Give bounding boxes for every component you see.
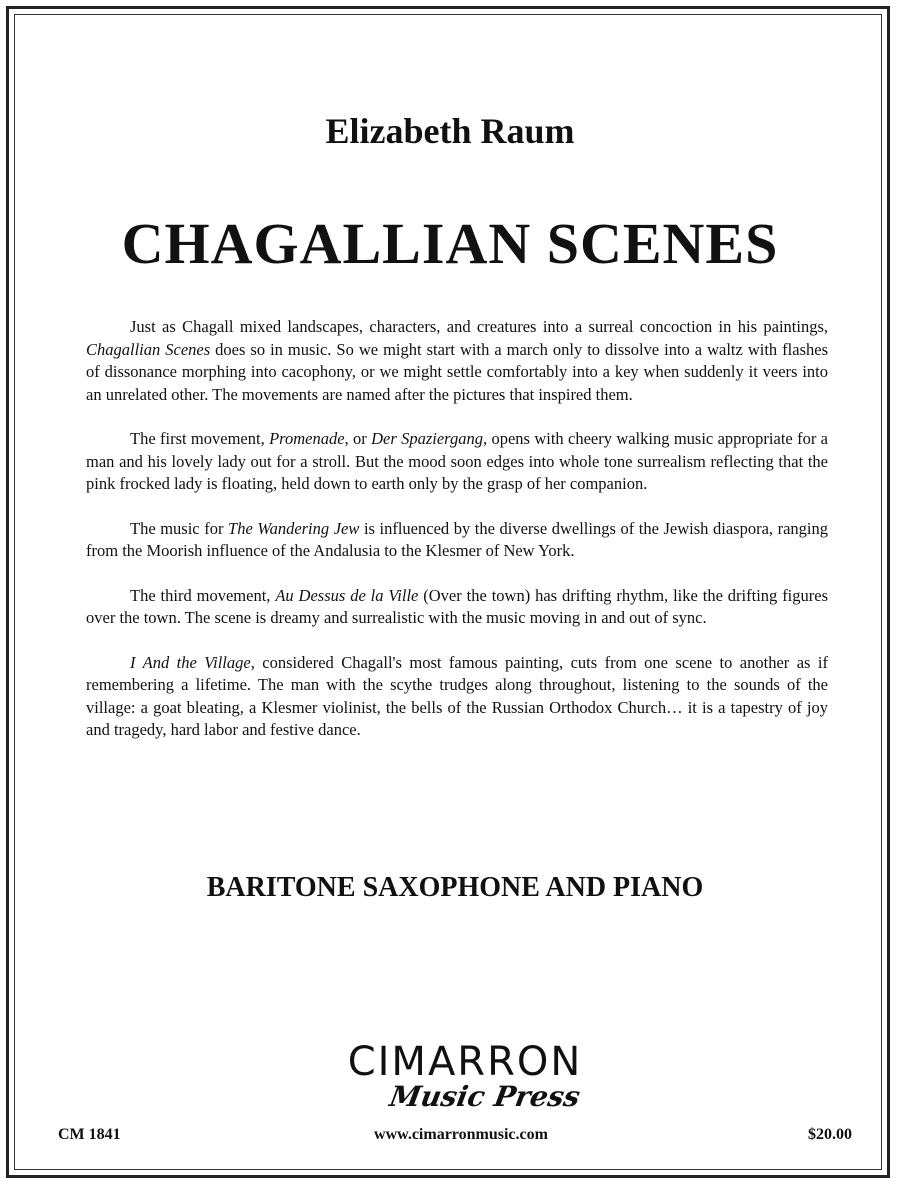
italic-title-text: Der Spaziergang,: [371, 429, 488, 448]
italic-title-text: The Wandering Jew: [228, 518, 360, 538]
page-title: CHAGALLIAN SCENES: [121, 211, 779, 276]
publisher-subtitle: Music Press: [387, 1080, 583, 1113]
composer-name: Elizabeth Raum: [325, 111, 575, 151]
paragraph-text: The music for: [130, 518, 229, 538]
italic-title-text: I And the Village,: [130, 652, 255, 672]
italic-title-text: Au Dessus de la Ville: [275, 585, 419, 605]
paragraph: [86, 428, 828, 496]
paragraph-text: , or: [344, 429, 372, 448]
paragraph-text: The third movement,: [130, 585, 276, 605]
paragraph-text: (Over the town) has drifting rhythm, like the drifting figures over the town. The scene is dreamy and surrealistic with the music moving in and out of sync.: [86, 585, 829, 627]
catalog-number: CM 1841: [58, 1126, 121, 1143]
paragraph-text: opens with cheery walking music appropriate for a man and his lovely lady out for a stroll. But the mood soon edges into whole tone surrealism reflecting that the pink frocked lady is floating, held down to earth only by the grasp of her companion.: [86, 429, 828, 493]
paragraph: [86, 518, 828, 563]
italic-title-text: Promenade: [269, 429, 345, 448]
paragraph-text: The first movement,: [130, 429, 270, 448]
price: $20.00: [808, 1126, 852, 1143]
publisher-logo: [0, 1040, 900, 1113]
paragraph: [86, 585, 828, 630]
publisher-website: www.cimarronmusic.com: [374, 1126, 548, 1143]
paragraph-text: does so in music. So we might start with a march only to dissolve into a waltz with flashes of dissonance morphing into cacophony, or we might settle comfortably into a key when suddenly it veers into an unrelated other. The movements are named after the pictures that inspired them.: [86, 339, 828, 404]
publisher-name: CIMARRON: [347, 1039, 583, 1085]
paragraph-text: is influenced by the diverse dwellings of the Jewish diaspora, ranging from the Moorish influence of the Andalusia to the Klesmer of New York.: [86, 518, 828, 560]
italic-title-text: Chagallian Scenes: [86, 339, 211, 359]
instrumentation: BARITONE SAXOPHONE AND PIANO: [206, 872, 704, 903]
description-text: [86, 316, 828, 764]
paragraph: [86, 316, 828, 406]
paragraph-text: Just as Chagall mixed landscapes, characters, and creatures into a surreal concoction in his paintings,: [130, 317, 828, 336]
paragraph-text: considered Chagall's most famous painting, cuts from one scene to another as if remembering a lifetime. The man with the scythe trudges along throughout, listening to the sounds of the village: a goat bleating, a Klesmer violinist, the bells of the Russian Orthodox Church… it is a tapestry of joy and tragedy, hard labor and festive dance.: [86, 652, 828, 739]
paragraph: [86, 652, 828, 742]
